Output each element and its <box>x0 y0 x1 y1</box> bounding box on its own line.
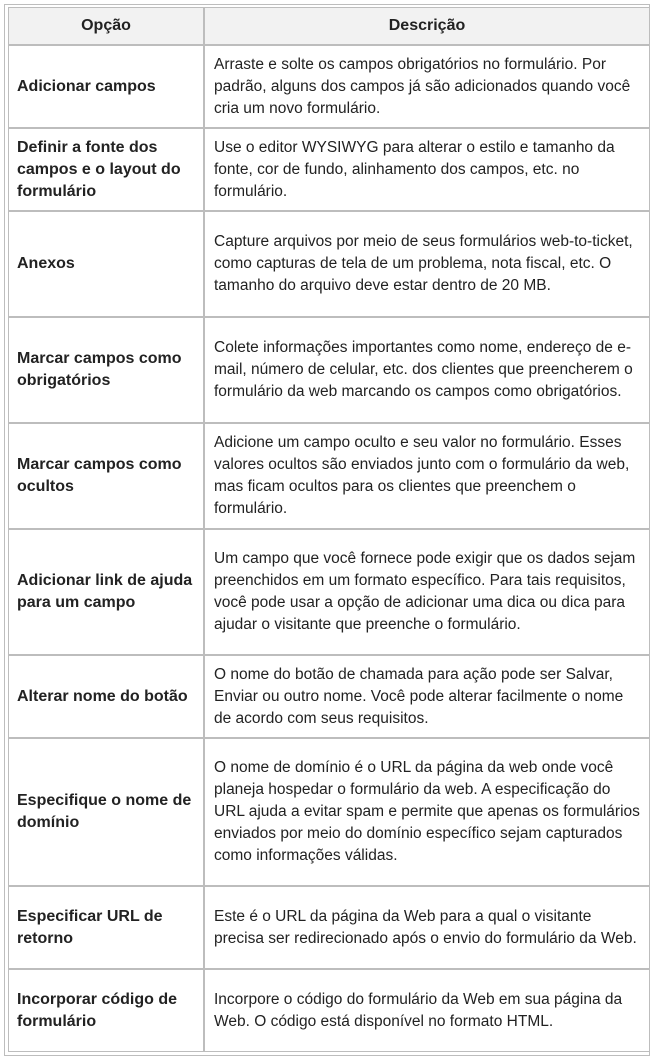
table-row <box>8 738 650 886</box>
description-cell: Use o editor WYSIWYG para alterar o estilo e tamanho da fonte, cor de fundo, alinhamento dos campos, etc. no formulário. <box>204 128 650 211</box>
description-cell: Arraste e solte os campos obrigatórios no formulário. Por padrão, alguns dos campos já são adicionados quando você cria um novo formulário. <box>204 45 650 128</box>
description-cell: Incorpore o código do formulário da Web em sua página da Web. O código está disponível no formato HTML. <box>204 969 650 1052</box>
description-cell: Este é o URL da página da Web para a qual o visitante precisa ser redirecionado após o envio do formulário da Web. <box>204 886 650 969</box>
table-header-row <box>8 7 650 45</box>
header-description: Descrição <box>204 7 650 45</box>
option-cell: Marcar campos como obrigatórios <box>8 317 204 423</box>
description-cell: O nome de domínio é o URL da página da web onde você planeja hospedar o formulário da web. A especificação do URL ajuda a evitar spam e permite que apenas os formulários enviados por meio do domínio específico sejam capturados como informações válidas. <box>204 738 650 886</box>
options-table <box>8 7 650 1052</box>
table-row <box>8 317 650 423</box>
option-cell: Anexos <box>8 211 204 317</box>
table-row <box>8 655 650 738</box>
option-cell: Marcar campos como ocultos <box>8 423 204 529</box>
option-cell: Especifique o nome de domínio <box>8 738 204 886</box>
option-cell: Incorporar código de formulário <box>8 969 204 1052</box>
description-cell: Capture arquivos por meio de seus formulários web-to-ticket, como capturas de tela de um problema, nota fiscal, etc. O tamanho do arquivo deve estar dentro de 20 MB. <box>204 211 650 317</box>
table-row <box>8 969 650 1052</box>
table-row <box>8 423 650 529</box>
option-cell: Alterar nome do botão <box>8 655 204 738</box>
header-option: Opção <box>8 7 204 45</box>
option-cell: Definir a fonte dos campos e o layout do formulário <box>8 128 204 211</box>
table-row <box>8 211 650 317</box>
description-cell: O nome do botão de chamada para ação pode ser Salvar, Enviar ou outro nome. Você pode alterar facilmente o nome de acordo com seus requisitos. <box>204 655 650 738</box>
option-cell: Adicionar campos <box>8 45 204 128</box>
description-cell: Um campo que você fornece pode exigir que os dados sejam preenchidos em um formato específico. Para tais requisitos, você pode usar a opção de adicionar uma dica ou dica para ajudar o visitante que preenche o formulário. <box>204 529 650 655</box>
table-row <box>8 45 650 128</box>
option-cell: Especificar URL de retorno <box>8 886 204 969</box>
table-row <box>8 529 650 655</box>
table-row <box>8 886 650 969</box>
description-cell: Colete informações importantes como nome, endereço de e-mail, número de celular, etc. dos clientes que preencherem o formulário da web marcando os campos como obrigatórios. <box>204 317 650 423</box>
table-row <box>8 128 650 211</box>
option-cell: Adicionar link de ajuda para um campo <box>8 529 204 655</box>
description-cell: Adicione um campo oculto e seu valor no formulário. Esses valores ocultos são enviados junto com o formulário da web, mas ficam ocultos para os clientes que preenchem o formulário. <box>204 423 650 529</box>
